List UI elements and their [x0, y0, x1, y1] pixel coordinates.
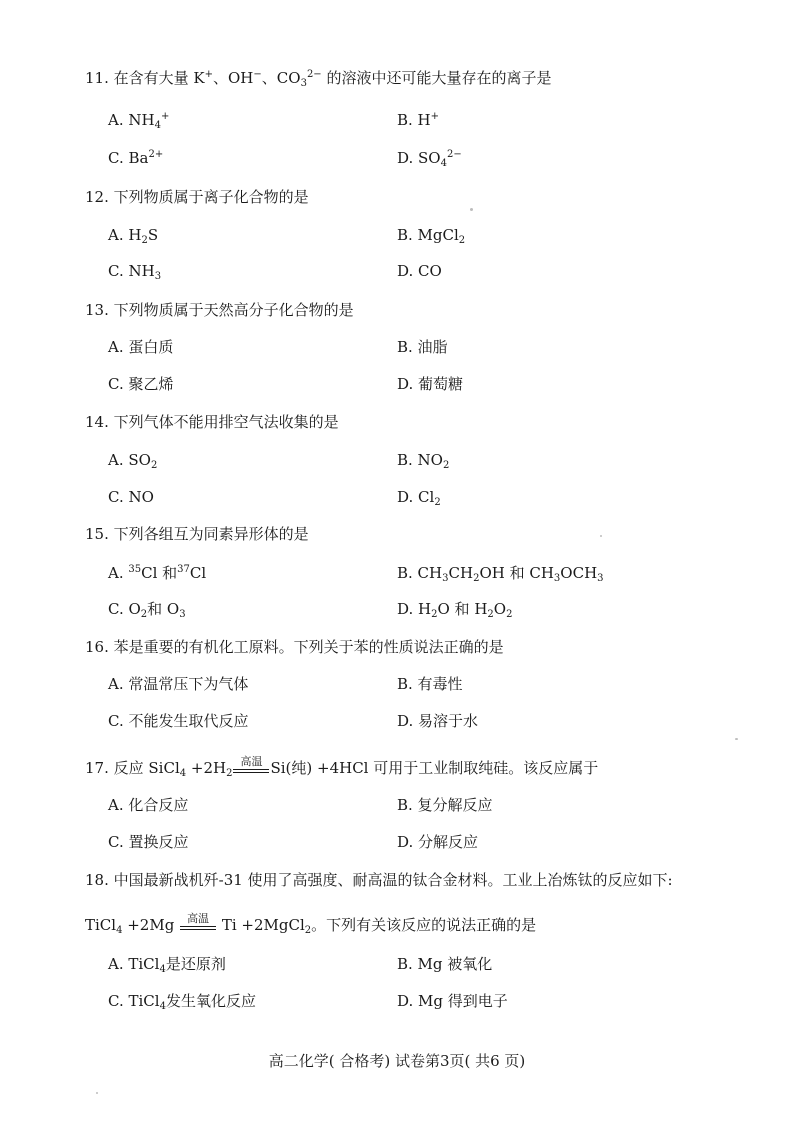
question-16-option-c: C. 不能发生取代反应: [108, 712, 249, 730]
question-17-option-b: B. 复分解反应: [397, 796, 493, 814]
question-17-option-a: A. 化合反应: [108, 796, 189, 814]
question-16-option-d: D. 易溶于水: [397, 712, 479, 730]
question-16-option-a: A. 常温常压下为气体: [108, 675, 249, 693]
question-18-stem: 18. 中国最新战机歼-31 使用了高强度、耐高温的钛合金材料。工业上冶炼钛的反应如下:: [85, 871, 673, 889]
question-18-option-b: B. Mg 被氧化: [397, 955, 493, 973]
question-15-option-b: B. $CH_3CH_2OH$ 和 $CH_3OCH_3$: [397, 564, 604, 584]
question-12-stem: 12. 下列物质属于离子化合物的是: [85, 188, 309, 206]
question-12-option-b: B. MgCl$_2$: [397, 226, 466, 246]
question-11-stem: 11. 在含有大量 K+、OH−、$CO_3^{2-}$ 的溶液中还可能大量存在的离子是: [85, 69, 552, 89]
question-13-option-d: D. 葡萄糖: [397, 375, 464, 393]
question-15-option-a: A. $^{35}$Cl 和$^{37}$Cl: [108, 564, 207, 582]
question-11-option-a: A. $NH_4^+$: [108, 111, 170, 131]
question-12-option-a: A. $H_2S$: [108, 226, 159, 246]
question-18-option-a: A. TiCl$_4$是还原剂: [108, 955, 226, 975]
question-13-option-a: A. 蛋白质: [108, 338, 174, 356]
scan-speck: [96, 1092, 98, 1094]
question-13-stem: 13. 下列物质属于天然高分子化合物的是: [85, 301, 354, 319]
question-15-stem: 15. 下列各组互为同素异形体的是: [85, 525, 309, 543]
question-18-option-d: D. Mg 得到电子: [397, 992, 508, 1010]
question-11-option-d: D. $SO_4^{2-}$: [397, 149, 462, 169]
question-14-option-a: A. $SO_2$: [108, 451, 158, 471]
scan-speck: [735, 738, 738, 740]
question-14-stem: 14. 下列气体不能用排空气法收集的是: [85, 413, 339, 431]
question-17-option-d: D. 分解反应: [397, 833, 479, 851]
question-16-option-b: B. 有毒性: [397, 675, 463, 693]
question-18-equation: TiCl$_4$ +2Mg 高温 Ti +2MgCl$_2$。下列有关该反应的说法正确的是: [85, 912, 537, 936]
question-17-stem: 17. 反应 SiCl$_4$ $+2H_2$ 高温 Si(纯) +4HCl 可用于工业制取纯硅。该反应属于: [85, 755, 599, 779]
question-15-option-c: C. $O_2$和 $O_3$: [108, 600, 186, 620]
question-11-option-b: B. H+: [397, 111, 440, 129]
question-12-option-d: D. CO: [397, 262, 442, 280]
question-15-option-d: D. $H_2O$ 和 $H_2O_2$: [397, 600, 513, 620]
question-13-option-b: B. 油脂: [397, 338, 448, 356]
scan-speck: [600, 535, 602, 537]
question-14-option-b: B. $NO_2$: [397, 451, 450, 471]
question-14-option-d: D. $Cl_2$: [397, 488, 441, 508]
question-16-stem: 16. 苯是重要的有机化工原料。下列关于苯的性质说法正确的是: [85, 638, 504, 656]
scan-speck: [470, 208, 473, 211]
page-footer: 高二化学( 合格考) 试卷第3页( 共6 页): [268, 1052, 526, 1070]
question-11-option-c: C. $Ba^{2+}$: [108, 149, 164, 167]
question-12-option-c: C. $NH_3$: [108, 262, 162, 282]
question-13-option-c: C. 聚乙烯: [108, 375, 174, 393]
question-17-option-c: C. 置换反应: [108, 833, 189, 851]
reaction-condition: 高温: [180, 915, 216, 935]
reaction-condition: 高温: [233, 758, 269, 778]
question-14-option-c: C. NO: [108, 488, 154, 506]
question-18-option-c: C. TiCl$_4$发生氧化反应: [108, 992, 256, 1012]
